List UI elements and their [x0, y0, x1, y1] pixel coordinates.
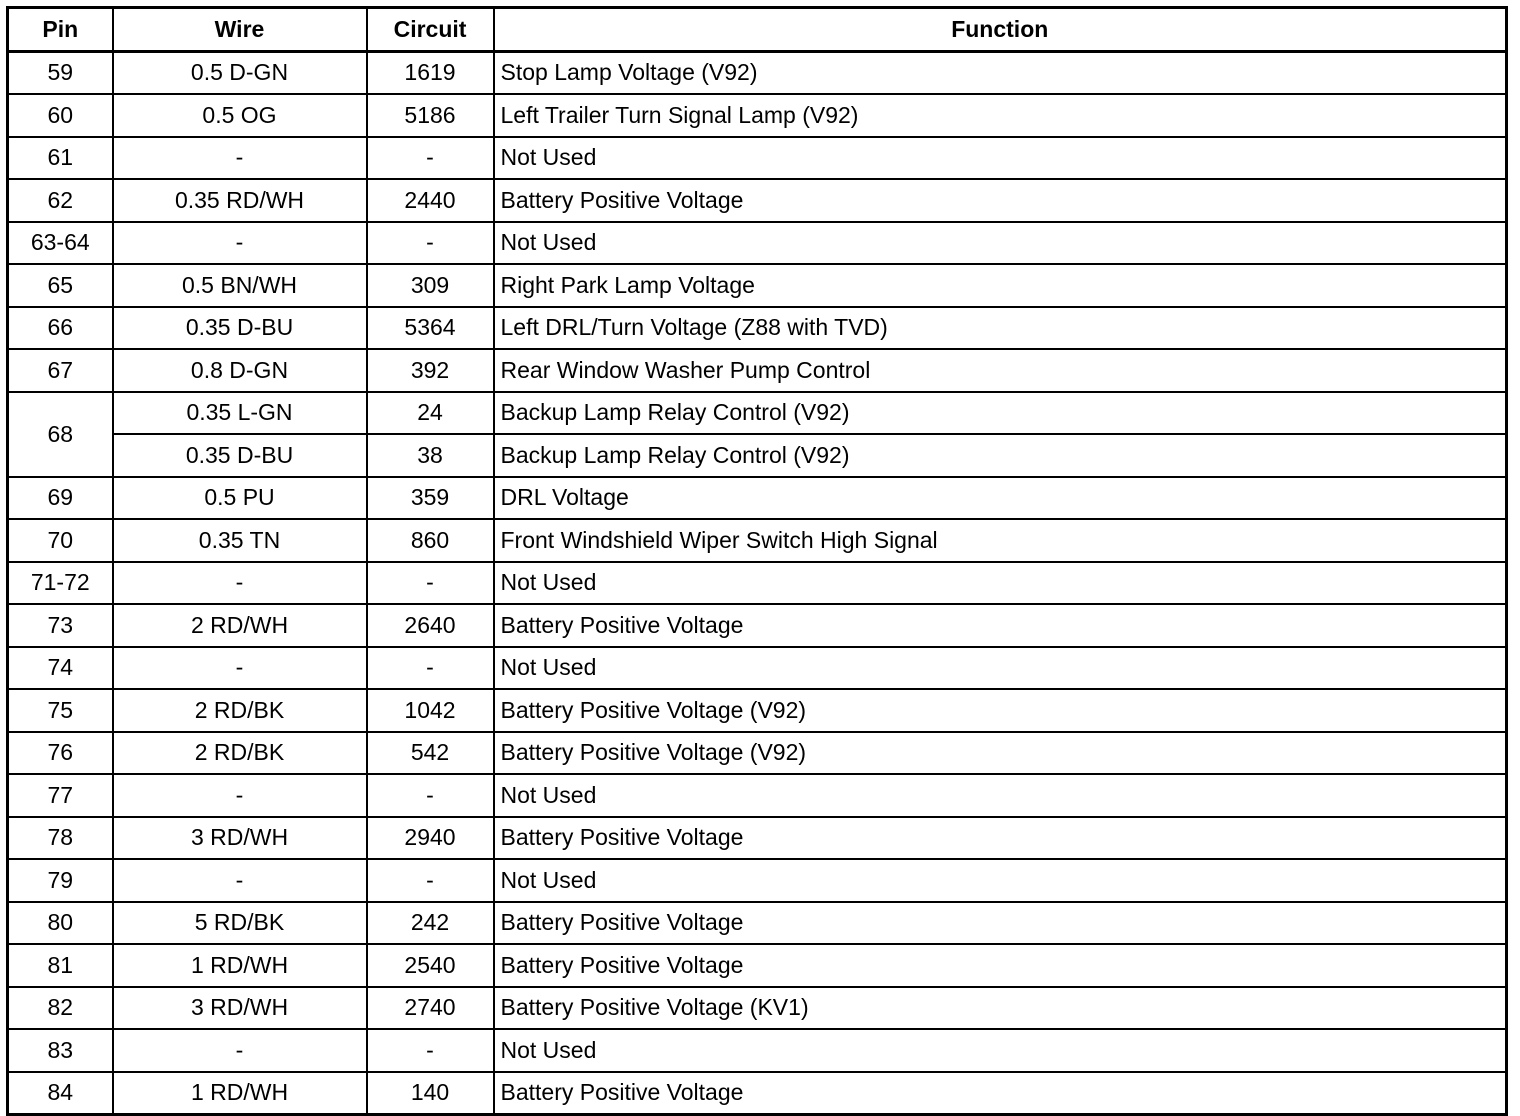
cell-wire: 2 RD/BK: [113, 689, 367, 732]
table-row: [8, 732, 1507, 775]
cell-function: Battery Positive Voltage: [494, 1072, 1507, 1115]
cell-circuit: 392: [367, 349, 494, 392]
table-row: [8, 647, 1507, 690]
header-pin: Pin: [8, 8, 113, 52]
cell-circuit: 359: [367, 477, 494, 520]
table-row: [8, 1029, 1507, 1072]
cell-pin: 66: [8, 307, 113, 350]
cell-pin: 70: [8, 519, 113, 562]
header-function: Function: [494, 8, 1507, 52]
cell-circuit: -: [367, 137, 494, 180]
cell-function: Stop Lamp Voltage (V92): [494, 51, 1507, 94]
cell-function: Not Used: [494, 562, 1507, 605]
cell-pin: 67: [8, 349, 113, 392]
cell-circuit: 5186: [367, 94, 494, 137]
cell-wire: 3 RD/WH: [113, 817, 367, 860]
table-body: [8, 51, 1507, 1115]
cell-function: Left DRL/Turn Voltage (Z88 with TVD): [494, 307, 1507, 350]
table-row: [8, 774, 1507, 817]
cell-circuit: -: [367, 562, 494, 605]
cell-pin: 74: [8, 647, 113, 690]
table-row: [8, 349, 1507, 392]
cell-pin: 84: [8, 1072, 113, 1115]
cell-pin: 65: [8, 264, 113, 307]
cell-function: Battery Positive Voltage: [494, 817, 1507, 860]
cell-circuit: 38: [367, 434, 494, 477]
cell-wire: -: [113, 1029, 367, 1072]
cell-circuit: 2940: [367, 817, 494, 860]
table-row: [8, 604, 1507, 647]
table-row: [8, 222, 1507, 265]
cell-wire: 0.35 L-GN: [113, 392, 367, 435]
cell-wire: -: [113, 222, 367, 265]
cell-wire: -: [113, 647, 367, 690]
cell-wire: 0.5 D-GN: [113, 51, 367, 94]
cell-circuit: -: [367, 859, 494, 902]
cell-function: Not Used: [494, 647, 1507, 690]
cell-function: Battery Positive Voltage: [494, 902, 1507, 945]
cell-function: Not Used: [494, 222, 1507, 265]
cell-function: Battery Positive Voltage: [494, 944, 1507, 987]
cell-function: Rear Window Washer Pump Control: [494, 349, 1507, 392]
cell-wire: 0.8 D-GN: [113, 349, 367, 392]
table-row: [8, 307, 1507, 350]
table-row: [8, 264, 1507, 307]
cell-pin: 68: [8, 392, 113, 477]
cell-circuit: -: [367, 774, 494, 817]
cell-wire: 0.35 D-BU: [113, 307, 367, 350]
cell-function: Not Used: [494, 774, 1507, 817]
cell-pin: 73: [8, 604, 113, 647]
table-row: [8, 689, 1507, 732]
table-row: [8, 51, 1507, 94]
table-row: [8, 817, 1507, 860]
cell-pin: 82: [8, 987, 113, 1030]
cell-wire: 1 RD/WH: [113, 944, 367, 987]
table-row: [8, 859, 1507, 902]
cell-wire: 2 RD/WH: [113, 604, 367, 647]
cell-circuit: -: [367, 222, 494, 265]
cell-function: Not Used: [494, 1029, 1507, 1072]
cell-circuit: 24: [367, 392, 494, 435]
cell-pin: 63-64: [8, 222, 113, 265]
cell-circuit: -: [367, 1029, 494, 1072]
cell-function: Backup Lamp Relay Control (V92): [494, 434, 1507, 477]
table-row: [8, 519, 1507, 562]
cell-wire: -: [113, 562, 367, 605]
cell-wire: 0.35 RD/WH: [113, 179, 367, 222]
cell-wire: 0.35 TN: [113, 519, 367, 562]
table-row: [8, 392, 1507, 435]
cell-function: Battery Positive Voltage: [494, 179, 1507, 222]
table-row: [8, 137, 1507, 180]
cell-wire: -: [113, 774, 367, 817]
cell-wire: 0.35 D-BU: [113, 434, 367, 477]
table-row: [8, 1072, 1507, 1115]
table-row: [8, 94, 1507, 137]
cell-wire: 3 RD/WH: [113, 987, 367, 1030]
cell-function: Not Used: [494, 137, 1507, 180]
table-row: [8, 179, 1507, 222]
cell-circuit: 5364: [367, 307, 494, 350]
cell-wire: 5 RD/BK: [113, 902, 367, 945]
cell-pin: 80: [8, 902, 113, 945]
cell-pin: 61: [8, 137, 113, 180]
cell-function: Backup Lamp Relay Control (V92): [494, 392, 1507, 435]
cell-circuit: 2540: [367, 944, 494, 987]
cell-function: Front Windshield Wiper Switch High Signal: [494, 519, 1507, 562]
cell-pin: 77: [8, 774, 113, 817]
cell-circuit: 309: [367, 264, 494, 307]
cell-function: Battery Positive Voltage (V92): [494, 689, 1507, 732]
cell-pin: 71-72: [8, 562, 113, 605]
cell-circuit: 2740: [367, 987, 494, 1030]
cell-wire: -: [113, 137, 367, 180]
table-row: [8, 562, 1507, 605]
cell-circuit: 542: [367, 732, 494, 775]
cell-function: Left Trailer Turn Signal Lamp (V92): [494, 94, 1507, 137]
table-row: [8, 434, 1507, 477]
cell-wire: -: [113, 859, 367, 902]
cell-pin: 79: [8, 859, 113, 902]
cell-pin: 62: [8, 179, 113, 222]
cell-function: Battery Positive Voltage (V92): [494, 732, 1507, 775]
cell-function: DRL Voltage: [494, 477, 1507, 520]
cell-pin: 81: [8, 944, 113, 987]
cell-wire: 2 RD/BK: [113, 732, 367, 775]
cell-pin: 59: [8, 51, 113, 94]
cell-wire: 0.5 BN/WH: [113, 264, 367, 307]
cell-circuit: 1042: [367, 689, 494, 732]
cell-wire: 0.5 PU: [113, 477, 367, 520]
table-row: [8, 902, 1507, 945]
header-circuit: Circuit: [367, 8, 494, 52]
cell-pin: 83: [8, 1029, 113, 1072]
cell-circuit: 860: [367, 519, 494, 562]
header-wire: Wire: [113, 8, 367, 52]
cell-wire: 0.5 OG: [113, 94, 367, 137]
cell-function: Not Used: [494, 859, 1507, 902]
cell-circuit: 242: [367, 902, 494, 945]
cell-pin: 75: [8, 689, 113, 732]
cell-circuit: 2440: [367, 179, 494, 222]
cell-function: Battery Positive Voltage: [494, 604, 1507, 647]
cell-circuit: 1619: [367, 51, 494, 94]
table-row: [8, 987, 1507, 1030]
cell-wire: 1 RD/WH: [113, 1072, 367, 1115]
cell-pin: 60: [8, 94, 113, 137]
connector-pinout-table: [6, 6, 1508, 1116]
cell-circuit: 140: [367, 1072, 494, 1115]
cell-function: Battery Positive Voltage (KV1): [494, 987, 1507, 1030]
table-row: [8, 477, 1507, 520]
table-row: [8, 944, 1507, 987]
cell-pin: 76: [8, 732, 113, 775]
cell-pin: 69: [8, 477, 113, 520]
cell-circuit: -: [367, 647, 494, 690]
cell-function: Right Park Lamp Voltage: [494, 264, 1507, 307]
table-header-row: [8, 8, 1507, 52]
cell-pin: 78: [8, 817, 113, 860]
cell-circuit: 2640: [367, 604, 494, 647]
